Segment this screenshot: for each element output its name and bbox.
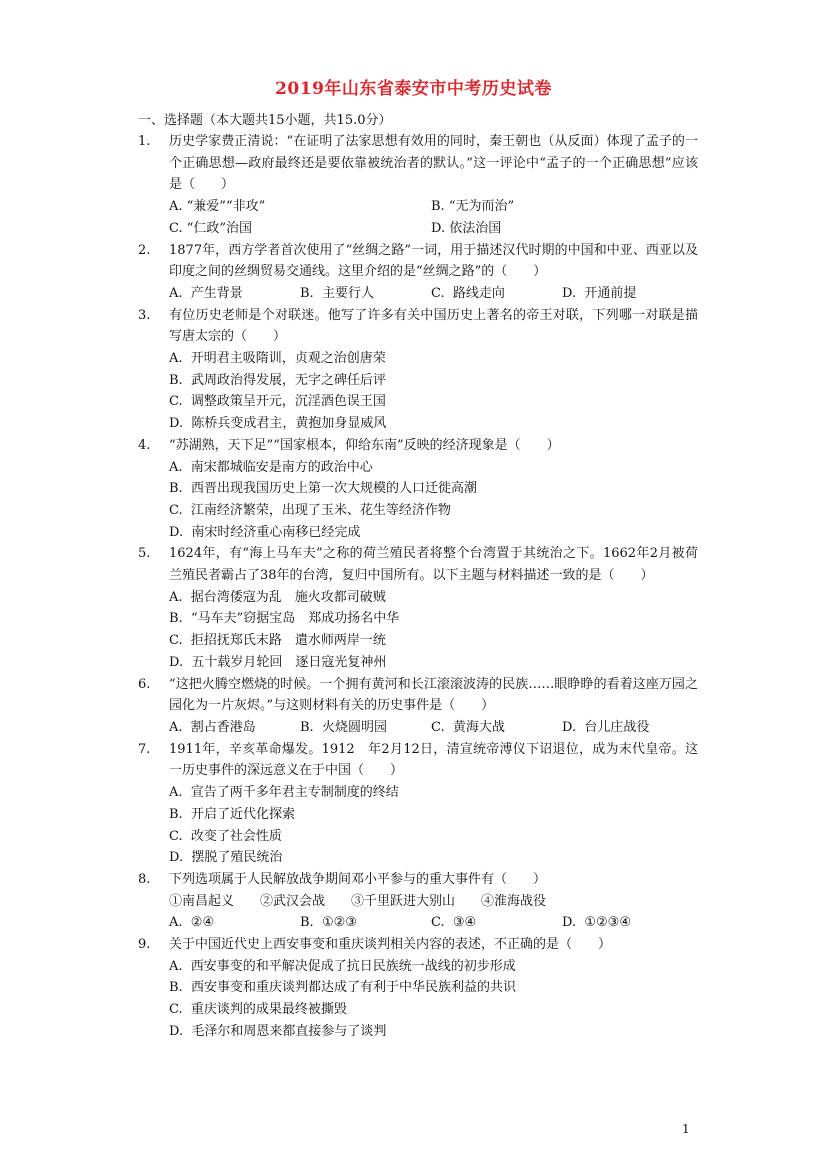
question-number: 8. — [138, 871, 151, 887]
option-c[interactable]: C. 改变了社会性质 — [169, 828, 282, 844]
question-number: 2. — [138, 242, 151, 258]
question-7 — [138, 739, 698, 869]
section-heading: 一、选择题（本大题共15小题，共15.0分） — [138, 113, 392, 128]
option-d[interactable]: D. 毛泽尔和周恩来都直接参与了谈判 — [169, 1023, 387, 1039]
question-number: 5. — [138, 546, 151, 562]
exam-title: 2019年山东省泰安市中考历史试卷 — [275, 79, 552, 99]
question-stem: 下列选项属于人民解放战争期间邓小平参与的重大事件有（ ） — [169, 871, 547, 887]
question-number: 9. — [138, 937, 151, 953]
question-8 — [138, 869, 698, 934]
question-stem: 有位历史老师是个对联迷。他写了许多有关中国历史上著名的帝王对联，下列哪一对联是描写唐太宗的（ ） — [169, 307, 698, 345]
option-d[interactable]: D. 依法治国 — [431, 220, 502, 236]
question-number: 4. — [138, 437, 151, 453]
option-b[interactable]: B. 西安事变和重庆谈判都达成了有利于中华民族利益的共识 — [169, 980, 516, 996]
option-a[interactable]: A. ②④ — [169, 915, 215, 931]
option-c[interactable]: C. 调整政策呈开元，沉淫酒色误王国 — [169, 394, 386, 410]
option-c[interactable]: C. 重庆谈判的成果最终被撕毁 — [169, 1002, 347, 1018]
option-b[interactable]: B. 火烧圆明园 — [300, 719, 387, 735]
option-d[interactable]: D. 五十载岁月轮回 逐日寇光复神州 — [169, 654, 387, 670]
question-stem: 关于中国近代史上西安事变和重庆谈判相关内容的表述，不正确的是（ ） — [169, 937, 612, 953]
option-d[interactable]: D. 摆脱了殖民统治 — [169, 850, 283, 866]
option-b[interactable]: B. “马车夫”窃据宝岛 郑成功扬名中华 — [169, 611, 400, 627]
option-d[interactable]: D. 南宋时经济重心南移已经完成 — [169, 524, 361, 540]
question-stem: “苏湖熟，天下足”“国家根本，仰给东南”反映的经济现象是（ ） — [169, 437, 560, 453]
option-a[interactable]: A. 宣告了两千多年君主专制制度的终结 — [169, 785, 399, 801]
option-c[interactable]: C. 路线走向 — [431, 285, 505, 301]
option-a[interactable]: A. 产生背景 — [169, 285, 243, 301]
question-stem: “这把火腾空燃烧的时候。一个拥有黄河和长江滚滚波涛的民族……眼睁睁的看着这座万园之园化为一片灰烬。”与这则材料有关的历史事件是（ ） — [169, 676, 698, 714]
page-number: 1 — [682, 1122, 690, 1136]
options-row — [169, 912, 698, 934]
question-items: ①南昌起义 ②武汉会战 ③千里跃进大别山 ④淮海战役 — [169, 893, 547, 909]
question-2 — [138, 240, 698, 305]
option-a[interactable]: A. 南宋都城临安是南方的政治中心 — [169, 459, 373, 475]
option-b[interactable]: B. 开启了近代化探索 — [169, 806, 295, 822]
question-4 — [138, 435, 698, 544]
options-row — [169, 283, 698, 305]
question-stem: 1911年，辛亥革命爆发。1912 年2月12日，清宣统帝溥仪下诏退位，成为末代皇帝。这一历史事件的深远意义在于中国（ ） — [169, 741, 698, 779]
question-stem: 历史学家费正清说：“在证明了法家思想有效用的同时，秦王朝也（从反面）体现了孟子的一个正确思想—政府最终还是要依靠被统治者的默认。”这一评论中“孟子的一个正确思想”应该是（ ） — [169, 134, 698, 193]
question-number: 3. — [138, 307, 151, 323]
question-1 — [138, 131, 698, 240]
option-b[interactable]: B. ①②③ — [300, 915, 357, 931]
option-c[interactable]: C. 黄海大战 — [431, 719, 505, 735]
question-6 — [138, 674, 698, 739]
options-row — [169, 218, 698, 240]
question-number: 6. — [138, 676, 151, 692]
option-a[interactable]: A. 开明君主吸隋训，贞观之治创唐荣 — [169, 351, 386, 367]
option-d[interactable]: D. ①②③④ — [562, 915, 631, 931]
option-b[interactable]: B. 武周政治得发展，无字之碑任后评 — [169, 372, 386, 388]
option-c[interactable]: C. “仁政”治国 — [169, 220, 253, 236]
option-a[interactable]: A. 西安事变的和平解决促成了抗日民族统一战线的初步形成 — [169, 958, 516, 974]
option-b[interactable]: B. 主要行人 — [300, 285, 374, 301]
option-d[interactable]: D. 台儿庄战役 — [562, 719, 650, 735]
question-number: 7. — [138, 741, 151, 757]
question-3 — [138, 305, 698, 435]
option-c[interactable]: C. 江南经济繁荣，出现了玉米、花生等经济作物 — [169, 502, 451, 518]
option-d[interactable]: D. 开通前提 — [562, 285, 637, 301]
question-list — [138, 131, 698, 1043]
option-a[interactable]: A. 据台湾倭寇为乱 施火攻都司破贼 — [169, 589, 386, 605]
question-stem: 1624年，有“海上马车夫”之称的荷兰殖民者将整个台湾置于其统治之下。1662年2月被荷兰殖民者霸占了38年的台湾，复归中国所有。以下主题与材料描述一致的是（ ） — [169, 546, 698, 584]
options-row — [169, 717, 698, 739]
option-c[interactable]: C. 拒招抚郑氏末路 遣水师两岸一统 — [169, 633, 386, 649]
question-number: 1. — [138, 134, 151, 149]
option-b[interactable]: B. “无为而治” — [431, 199, 515, 215]
option-c[interactable]: C. ③④ — [431, 915, 477, 931]
option-a[interactable]: A. 割占香港岛 — [169, 719, 256, 735]
question-stem: 1877年，西方学者首次使用了“丝绸之路”一词，用于描述汉代时期的中国和中亚、西亚以及印度之间的丝绸贸易交通线。这里介绍的是“丝绸之路”的（ ） — [169, 242, 698, 280]
option-a[interactable]: A. “兼爱”“非攻” — [169, 199, 266, 215]
option-d[interactable]: D. 陈桥兵变成君主，黄抱加身显威风 — [169, 416, 387, 432]
option-b[interactable]: B. 西晋出现我国历史上第一次大规模的人口迁徙高潮 — [169, 481, 477, 497]
options-row — [169, 196, 698, 218]
question-5 — [138, 543, 698, 673]
question-9 — [138, 934, 698, 1043]
